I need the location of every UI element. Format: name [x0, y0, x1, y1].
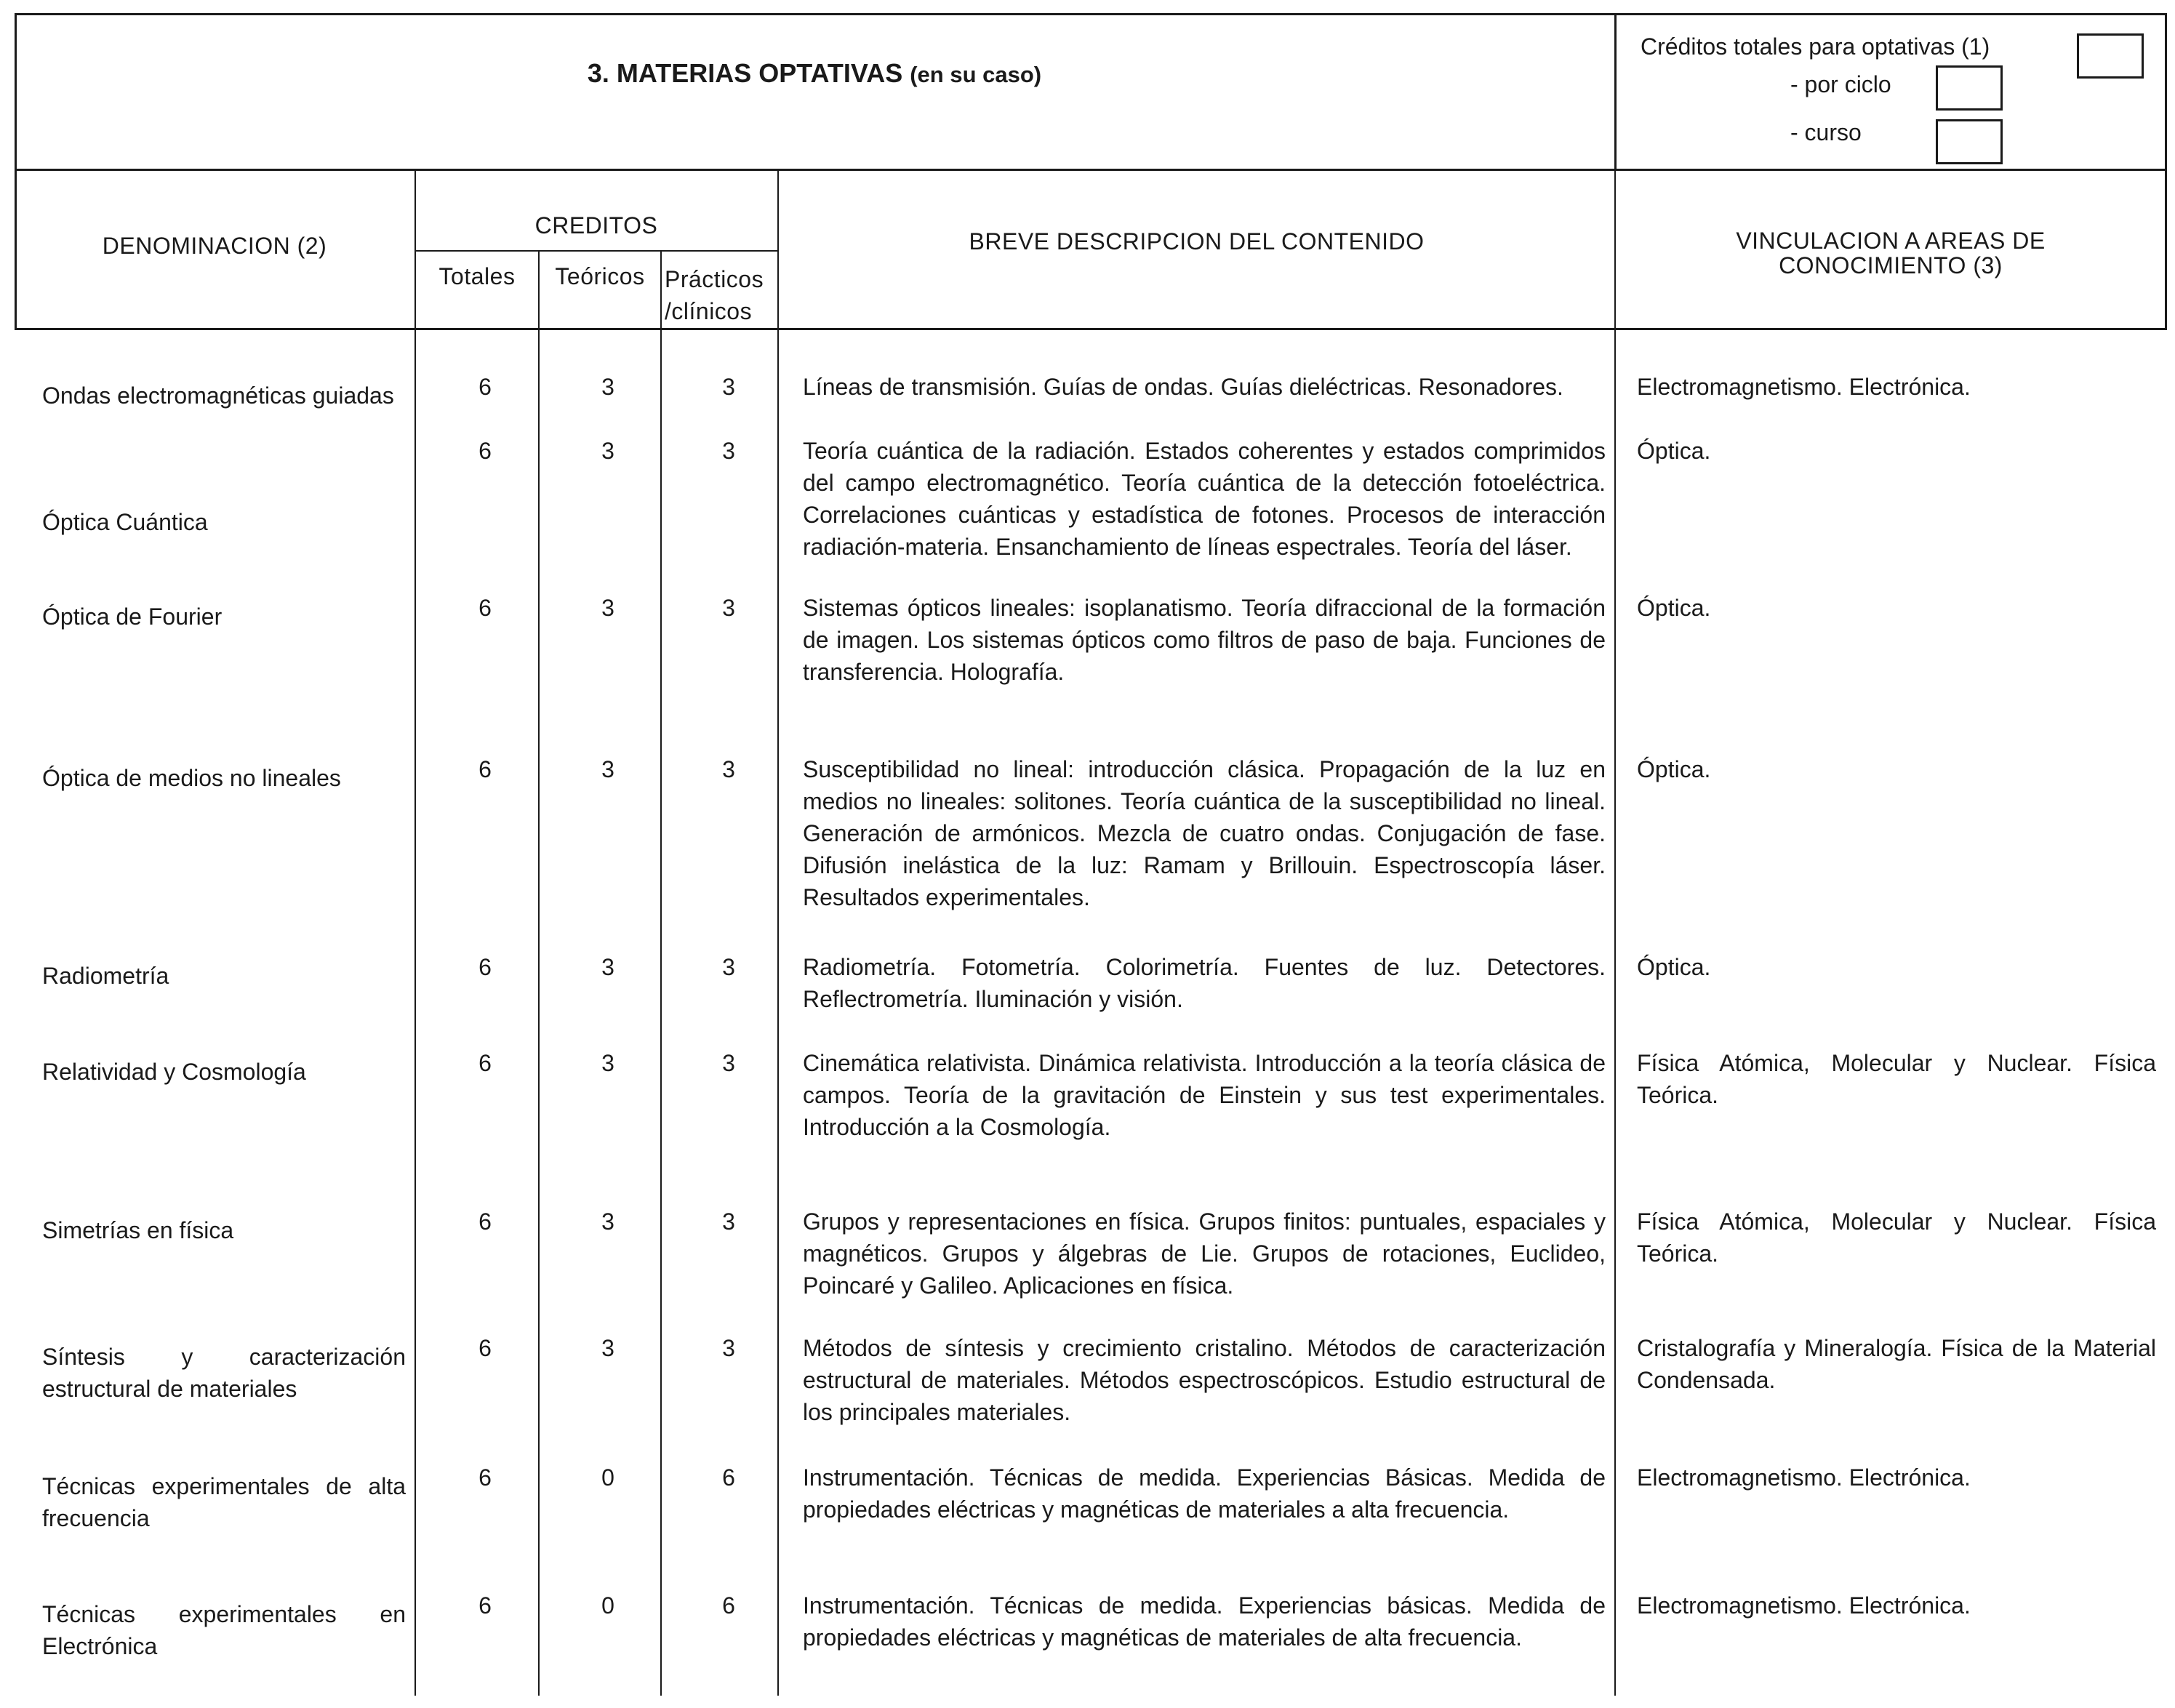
credits-practicos: 3	[722, 954, 735, 980]
credits-practicos: 3	[722, 438, 735, 464]
subject-name: Óptica Cuántica	[42, 509, 208, 535]
content-description: Instrumentación. Técnicas de medida. Experiencias Básicas. Medida de propiedades eléctricas y magnéticas de materiales a alta frecuencia.	[803, 1464, 1606, 1523]
credits-teoricos: 3	[601, 1208, 614, 1235]
content-description: Susceptibilidad no lineal: introducción clásica. Propagación de la luz en medios no lineales: solitones. Teoría cuántica de la susceptibilidad no lineal. Generación de armónicos. Mezcla de cuatro ondas. Conjugación de fase. Difusión inelástica de la luz: Ramam y Brillouin. Espectroscopía láser. Resultados experimentales.	[803, 756, 1606, 910]
credits-teoricos: 3	[601, 1050, 614, 1076]
credits-teoricos: 0	[601, 1592, 614, 1619]
credits-totales: 6	[478, 954, 492, 980]
per-cycle-label: - por ciclo	[1790, 71, 1891, 97]
credits-totales: 6	[478, 756, 492, 782]
credits-practicos: 3	[722, 1208, 735, 1235]
knowledge-area: Electromagnetismo. Electrónica.	[1637, 1592, 1971, 1619]
subject-name: Relatividad y Cosmología	[42, 1059, 306, 1085]
col-header-totales: Totales	[438, 263, 516, 289]
credits-teoricos: 0	[601, 1464, 614, 1491]
content-description: Cinemática relativista. Dinámica relativista. Introducción a la teoría clásica de campos. Teoría de la gravitación de Einstein y sus test experimentales. Introducción a la Cosmología.	[803, 1050, 1606, 1140]
col-header-teoricos: Teóricos	[555, 263, 645, 289]
credits-totales: 6	[478, 1050, 492, 1076]
subject-name: Simetrías en física	[42, 1217, 234, 1243]
per-cycle-box[interactable]	[1936, 65, 2003, 111]
credits-totales: 6	[478, 374, 492, 400]
course-box[interactable]	[1936, 119, 2003, 164]
content-description: Métodos de síntesis y crecimiento cristalino. Métodos de caracterización estructural de materiales. Métodos espectroscópicos. Estudio estructural de los principales materiales.	[803, 1335, 1606, 1425]
header-divider	[15, 169, 2167, 171]
col-line-3	[660, 250, 662, 1696]
credits-total-label: Créditos totales para optativas (1)	[1641, 33, 1990, 60]
subject-name: Técnicas experimentales de alta frecuencia	[42, 1473, 406, 1531]
page-title	[15, 58, 1614, 89]
col-header-creditos: CREDITOS	[534, 212, 658, 238]
credits-totales: 6	[478, 1335, 492, 1361]
subject-name: Síntesis y caracterización estructural de materiales	[42, 1344, 406, 1402]
knowledge-area: Óptica.	[1637, 756, 1711, 782]
col-line-4	[777, 169, 779, 1696]
credits-practicos: 3	[722, 1335, 735, 1361]
knowledge-area: Cristalografía y Mineralogía. Física de la Material Condensada.	[1637, 1335, 2156, 1393]
content-description: Teoría cuántica de la radiación. Estados coherentes y estados comprimidos del campo electromagnético. Teoría cuántica de la detección fotoeléctrica. Correlaciones cuánticas y estadística de fotones. Procesos de interacción radiación-materia. Ensanchamiento de líneas espectrales. Teoría del láser.	[803, 438, 1606, 560]
frame-right	[2165, 13, 2167, 330]
subject-name: Óptica de Fourier	[42, 604, 223, 630]
col-line-1	[414, 169, 416, 1696]
credits-practicos: 6	[722, 1464, 735, 1491]
knowledge-area: Electromagnetismo. Electrónica.	[1637, 1464, 1971, 1491]
col-header-vinculacion: VINCULACION A AREAS DE CONOCIMIENTO (3)	[1736, 228, 2046, 278]
col-header-descripcion: BREVE DESCRIPCION DEL CONTENIDO	[969, 228, 1425, 254]
knowledge-area: Óptica.	[1637, 438, 1711, 464]
credits-totales: 6	[478, 595, 492, 621]
credits-subheader-line	[414, 250, 778, 252]
credits-practicos: 3	[722, 374, 735, 400]
content-description: Instrumentación. Técnicas de medida. Experiencias básicas. Medida de propiedades eléctricas y magnéticas de materiales de alta frecuencia.	[803, 1592, 1606, 1651]
title-main: 3. MATERIAS OPTATIVAS	[587, 58, 903, 88]
col-line-5	[1614, 169, 1616, 1696]
col-header-denominacion: DENOMINACION (2)	[102, 233, 327, 259]
credits-practicos: 6	[722, 1592, 735, 1619]
col-header-practicos	[662, 263, 781, 327]
title-suffix: (en su caso)	[910, 62, 1042, 87]
credits-totales: 6	[478, 1592, 492, 1619]
subject-name: Radiometría	[42, 963, 169, 989]
credits-practicos: 3	[722, 595, 735, 621]
subject-name: Técnicas experimentales en Electrónica	[42, 1601, 406, 1659]
subject-name: Óptica de medios no lineales	[42, 765, 341, 791]
content-description: Radiometría. Fotometría. Colorimetría. Fuentes de luz. Detectores. Reflectrometría. Iluminación y visión.	[803, 954, 1606, 1012]
knowledge-area: Óptica.	[1637, 595, 1711, 621]
knowledge-area: Óptica.	[1637, 954, 1711, 980]
credits-teoricos: 3	[601, 438, 614, 464]
credits-teoricos: 3	[601, 756, 614, 782]
credits-totales: 6	[478, 1464, 492, 1491]
credits-teoricos: 3	[601, 954, 614, 980]
content-description: Líneas de transmisión. Guías de ondas. Guías dieléctricas. Resonadores.	[803, 374, 1563, 400]
knowledge-area: Física Atómica, Molecular y Nuclear. Física Teórica.	[1637, 1050, 2156, 1108]
col-header-practicos-line2: /clínicos	[665, 298, 753, 324]
col-line-2	[538, 250, 540, 1696]
column-header-bottom	[15, 328, 2167, 330]
subject-name: Ondas electromagnéticas guiadas	[42, 382, 394, 409]
credits-teoricos: 3	[601, 1335, 614, 1361]
frame-top	[15, 13, 2167, 15]
content-description: Grupos y representaciones en física. Grupos finitos: puntuales, espaciales y magnéticos. Grupos y álgebras de Lie. Grupos de rotaciones, Euclideo, Poincaré y Galileo. Aplicaciones en física.	[803, 1208, 1606, 1299]
content-description: Sistemas ópticos lineales: isoplanatismo. Teoría difraccional de la formación de imagen. Los sistemas ópticos como filtros de paso de baja. Funciones de transferencia. Holografía.	[803, 595, 1606, 685]
knowledge-area: Física Atómica, Molecular y Nuclear. Física Teórica.	[1637, 1208, 2156, 1267]
title-divider	[1614, 13, 1617, 170]
credits-totales: 6	[478, 1208, 492, 1235]
credits-teoricos: 3	[601, 374, 614, 400]
credits-practicos: 3	[722, 1050, 735, 1076]
col-header-practicos-line1: Prácticos	[665, 266, 764, 292]
knowledge-area: Electromagnetismo. Electrónica.	[1637, 374, 1971, 400]
course-label: - curso	[1790, 119, 1862, 145]
credits-totales: 6	[478, 438, 492, 464]
credits-total-box[interactable]	[2077, 33, 2144, 79]
credits-teoricos: 3	[601, 595, 614, 621]
credits-practicos: 3	[722, 756, 735, 782]
